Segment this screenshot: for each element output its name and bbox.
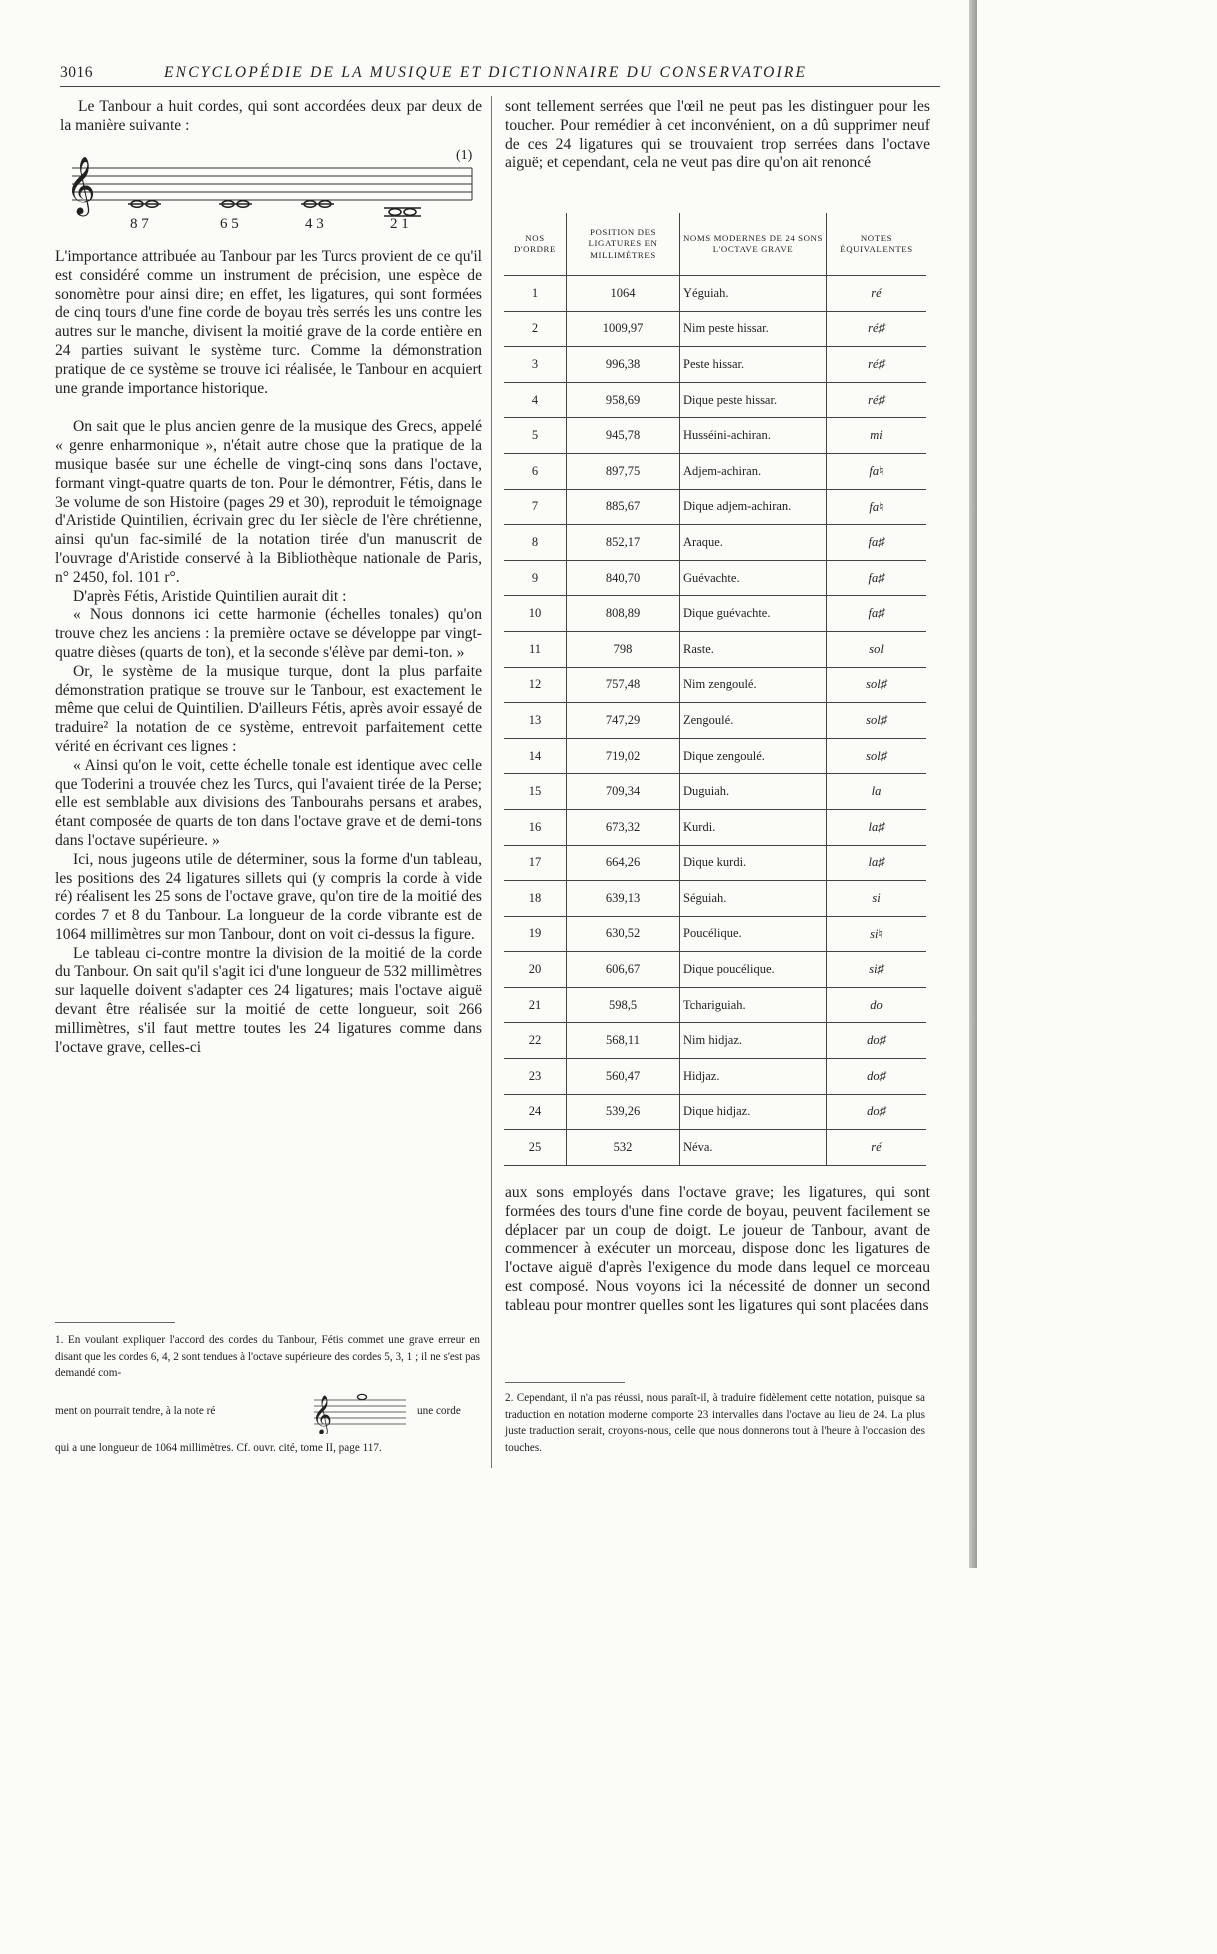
name-cell: Kurdi. bbox=[680, 809, 827, 845]
order-cell: 14 bbox=[504, 738, 567, 774]
order-cell: 19 bbox=[504, 916, 567, 952]
position-cell: 958,69 bbox=[567, 382, 680, 418]
left-column-body bbox=[55, 248, 482, 1057]
string-pair-label-8-7: 8 7 bbox=[130, 216, 149, 232]
paragraph-quintilien-quote: « Nous donnons ici cette harmonie (échelles tonales) qu'on trouve chez les anciens : la première octave se développe par vingt-quatre dièses (quarts de ton), et la seconde s'élève par demi-ton. » bbox=[55, 606, 482, 661]
position-cell: 630,52 bbox=[567, 916, 680, 952]
note-cell: si♯ bbox=[827, 952, 927, 988]
name-cell: Araque. bbox=[680, 525, 827, 561]
note-cell: ré bbox=[827, 276, 927, 312]
note-cell: fa♮ bbox=[827, 453, 927, 489]
name-cell: Nim hidjaz. bbox=[680, 1023, 827, 1059]
right-column-top bbox=[505, 98, 930, 173]
paragraph-turkish-system: Or, le système de la musique turque, dont la plus parfaite démonstration pratique se trouve sur le Tanbour, est exactement le même que celui de Quintilien. D'ailleurs Fétis, après avoir essayé de traduire² la notation de ce système, entrevoit parfaitement cette vérité en écrivant ces lignes : bbox=[55, 662, 482, 755]
name-cell: Raste. bbox=[680, 631, 827, 667]
footnote-1-text-c: une corde bbox=[417, 1404, 461, 1417]
order-cell: 15 bbox=[504, 774, 567, 810]
right-column-bottom bbox=[505, 1184, 930, 1316]
header-notes: NOTES ÉQUIVALENTES bbox=[827, 213, 927, 276]
table-row bbox=[504, 489, 926, 525]
paragraph-table-intro: Ici, nous jugeons utile de déterminer, sous la forme d'un tableau, les positions des 24 ligatures sillets qui (y compris la corde à vide ré) réalisent les 25 sons de l'octave grave, qu'on tire de la moitié des cordes 7 et 8 du Tanbour. La longueur de la corde vibrante est de 1064 millimètres sur mon Tanbour, dont on voit ci-dessus la figure. bbox=[55, 850, 482, 943]
table-row bbox=[504, 1059, 926, 1095]
order-cell: 11 bbox=[504, 631, 567, 667]
name-cell: Peste hissar. bbox=[680, 347, 827, 383]
name-cell: Séguiah. bbox=[680, 881, 827, 917]
tuning-staff-figure bbox=[60, 144, 482, 236]
header-names: NOMS MODERNES DE 24 SONS L'OCTAVE GRAVE bbox=[680, 213, 827, 276]
paragraph-division: Le tableau ci-contre montre la division de la moitié de la corde du Tanbour. On sait qu'il s'agit ici d'une longueur de 532 millimètres sur laquelle doivent s'adapter ces 24 ligatures; mais l'octave aiguë devant être réalisée sur la moitié de cette longueur, soit 266 millimètres, s'il faut mettre toutes les 24 ligatures comme dans l'octave grave, celles-ci bbox=[55, 944, 482, 1056]
position-cell: 808,89 bbox=[567, 596, 680, 632]
order-cell: 17 bbox=[504, 845, 567, 881]
table-row bbox=[504, 1023, 926, 1059]
order-cell: 22 bbox=[504, 1023, 567, 1059]
table-row bbox=[504, 311, 926, 347]
position-cell: 709,34 bbox=[567, 774, 680, 810]
footnote-1-text: 1. En voulant expliquer l'accord des cordes du Tanbour, Fétis commet une grave erreur en disant que les cordes 6, 4, 2 sont tendues à l'octave supérieure des cordes 5, 3, 1 ; il ne s'est pas demandé com- bbox=[55, 1334, 480, 1379]
name-cell: Dique poucélique. bbox=[680, 952, 827, 988]
order-cell: 24 bbox=[504, 1094, 567, 1130]
note-cell: mi bbox=[827, 418, 927, 454]
order-cell: 3 bbox=[504, 347, 567, 383]
note-cell: fa♯ bbox=[827, 525, 927, 561]
paragraph-greek-genre: On sait que le plus ancien genre de la musique des Grecs, appelé « genre enharmonique », n'était autre chose que la pratique de la musique basée sur une échelle de vingt-cinq sons dans l'octave, formant vingt-quatre quarts de ton. Pour le démontrer, Fétis, dans le 3e volume de son Histoire (pages 29 et 30), reproduit le témoignage d'Aristide Quintilien, écrivain grec du Ier siècle de l'ère chrétienne, ainsi qu'un fac-similé de la notation tirée d'un manuscrit de l'ouvrage d'Aristide conservé à la Bibliothèque nationale de Paris, n° 2450, fol. 101 r°. bbox=[55, 418, 482, 586]
page-number: 3016 bbox=[60, 64, 93, 81]
table-row bbox=[504, 916, 926, 952]
note-cell: do bbox=[827, 987, 927, 1023]
footnote-1-text-b: ment on pourrait tendre, à la note ré bbox=[55, 1404, 216, 1417]
name-cell: Tchariguiah. bbox=[680, 987, 827, 1023]
footnote-1 bbox=[55, 1332, 480, 1456]
footnote-2-text: 2. Cependant, il n'a pas réussi, nous paraît-il, à traduire fidèlement cette notation, puisque sa traduction en notation moderne comporte 23 intervalles dans l'octave au lieu de 24. La plus juste traduction serait, croyons-nous, celle que nous donnerons tout à l'heure à l'occasion des touches. bbox=[505, 1392, 925, 1454]
table-row bbox=[504, 276, 926, 312]
position-cell: 798 bbox=[567, 631, 680, 667]
table-row bbox=[504, 382, 926, 418]
note-cell: ré♯ bbox=[827, 311, 927, 347]
order-cell: 5 bbox=[504, 418, 567, 454]
order-cell: 10 bbox=[504, 596, 567, 632]
position-cell: 1009,97 bbox=[567, 311, 680, 347]
note-cell: si♮ bbox=[827, 916, 927, 952]
table-row bbox=[504, 560, 926, 596]
running-header bbox=[60, 64, 940, 86]
table-row bbox=[504, 845, 926, 881]
position-cell: 664,26 bbox=[567, 845, 680, 881]
page-edge bbox=[969, 0, 977, 1568]
table-row bbox=[504, 347, 926, 383]
note-cell: sol bbox=[827, 631, 927, 667]
position-cell: 840,70 bbox=[567, 560, 680, 596]
name-cell: Husséini-achiran. bbox=[680, 418, 827, 454]
table-row bbox=[504, 809, 926, 845]
paragraph-importance: L'importance attribuée au Tanbour par les Turcs provient de ce qu'il est considéré comme un instrument de précision, une espèce de sonomètre pour ainsi dire; en effet, les ligatures, qui sont formées de cinq tours d'une fine corde de boyau très serrés les uns contre les autres sur le manche, divisent la moitié grave de la corde entière en 24 parties suivant le système turc. Comme la démonstration pratique de ce système se trouve ici réalisée, le Tanbour en acquiert une grande importance historique. bbox=[55, 248, 482, 397]
order-cell: 12 bbox=[504, 667, 567, 703]
table-row bbox=[504, 418, 926, 454]
order-cell: 1 bbox=[504, 276, 567, 312]
position-cell: 1064 bbox=[567, 276, 680, 312]
position-cell: 747,29 bbox=[567, 703, 680, 739]
note-cell: do♯ bbox=[827, 1023, 927, 1059]
footnote-2 bbox=[505, 1390, 925, 1456]
figure-note-marker: (1) bbox=[456, 148, 473, 163]
position-cell: 757,48 bbox=[567, 667, 680, 703]
order-cell: 2 bbox=[504, 311, 567, 347]
table-row bbox=[504, 881, 926, 917]
note-cell: la bbox=[827, 774, 927, 810]
running-title: ENCYCLOPÉDIE DE LA MUSIQUE ET DICTIONNAIRE DU CONSERVATOIRE bbox=[164, 64, 808, 81]
order-cell: 6 bbox=[504, 453, 567, 489]
name-cell: Zengoulé. bbox=[680, 703, 827, 739]
paragraph-toderini-quote: « Ainsi qu'on le voit, cette échelle tonale est identique avec celle que Toderini a trouvée chez les Turcs, qui l'avaient tirée de la Perse; elle est semblable aux divisions des Tanbourahs persans et arabes, étant composée de quarts de ton dans l'octave grave et de demi-tons dans l'octave supérieure. » bbox=[55, 756, 482, 849]
name-cell: Dique adjem-achiran. bbox=[680, 489, 827, 525]
name-cell: Néva. bbox=[680, 1130, 827, 1166]
table-row bbox=[504, 774, 926, 810]
order-cell: 4 bbox=[504, 382, 567, 418]
name-cell: Adjem-achiran. bbox=[680, 453, 827, 489]
position-cell: 945,78 bbox=[567, 418, 680, 454]
footnote-rule-right bbox=[505, 1382, 625, 1383]
table-row bbox=[504, 596, 926, 632]
name-cell: Dique hidjaz. bbox=[680, 1094, 827, 1130]
column-divider bbox=[491, 96, 492, 1468]
note-cell: fa♯ bbox=[827, 560, 927, 596]
position-cell: 885,67 bbox=[567, 489, 680, 525]
note-cell: ré♯ bbox=[827, 382, 927, 418]
name-cell: Nim zengoulé. bbox=[680, 667, 827, 703]
footnote-rule-left bbox=[55, 1322, 175, 1323]
position-cell: 568,11 bbox=[567, 1023, 680, 1059]
order-cell: 25 bbox=[504, 1130, 567, 1166]
header-position: POSITION DES LIGATURES EN MILLIMÈTRES bbox=[567, 213, 680, 276]
note-cell: ré bbox=[827, 1130, 927, 1166]
name-cell: Nim peste hissar. bbox=[680, 311, 827, 347]
order-cell: 23 bbox=[504, 1059, 567, 1095]
position-cell: 897,75 bbox=[567, 453, 680, 489]
note-cell: sol♯ bbox=[827, 667, 927, 703]
position-cell: 996,38 bbox=[567, 347, 680, 383]
table-row bbox=[504, 987, 926, 1023]
paragraph-fetis-intro: D'après Fétis, Aristide Quintilien aurait dit : bbox=[73, 587, 347, 605]
position-cell: 532 bbox=[567, 1130, 680, 1166]
note-cell: do♯ bbox=[827, 1094, 927, 1130]
order-cell: 13 bbox=[504, 703, 567, 739]
position-cell: 606,67 bbox=[567, 952, 680, 988]
note-cell: la♯ bbox=[827, 809, 927, 845]
note-cell: sol♯ bbox=[827, 738, 927, 774]
table-row bbox=[504, 952, 926, 988]
order-cell: 16 bbox=[504, 809, 567, 845]
position-cell: 539,26 bbox=[567, 1094, 680, 1130]
table-header-row bbox=[504, 213, 926, 276]
paragraph-tuning-intro: Le Tanbour a huit cordes, qui sont accordées deux par deux de la manière suivante : bbox=[60, 98, 482, 134]
table-row bbox=[504, 703, 926, 739]
position-cell: 560,47 bbox=[567, 1059, 680, 1095]
paragraph-ligatures-tight: sont tellement serrées que l'œil ne peut pas les distinguer pour les toucher. Pour remédier à cet inconvénient, on a dû supprimer neuf de ces 24 ligatures qui se trouvaient trop serrées dans l'octave aiguë; et cependant, cela ne veut pas dire qu'on ait renoncé bbox=[505, 98, 930, 172]
position-cell: 598,5 bbox=[567, 987, 680, 1023]
table-row bbox=[504, 1094, 926, 1130]
ligature-table bbox=[504, 213, 926, 1166]
name-cell: Hidjaz. bbox=[680, 1059, 827, 1095]
order-cell: 9 bbox=[504, 560, 567, 596]
note-cell: la♯ bbox=[827, 845, 927, 881]
note-cell: do♯ bbox=[827, 1059, 927, 1095]
position-cell: 719,02 bbox=[567, 738, 680, 774]
table-row bbox=[504, 667, 926, 703]
table-row bbox=[504, 453, 926, 489]
order-cell: 8 bbox=[504, 525, 567, 561]
table-row bbox=[504, 738, 926, 774]
name-cell: Duguiah. bbox=[680, 774, 827, 810]
order-cell: 20 bbox=[504, 952, 567, 988]
paragraph-moving-ligatures: aux sons employés dans l'octave grave; les ligatures, qui sont formées des tours d'une fine corde de boyau, peuvent facilement se déplacer par un coup de doigt. Le joueur de Tanbour, avant de commencer à exécuter un morceau, dispose donc les ligatures de l'octave aiguë d'après l'exigence du mode dans lequel ce morceau est composé. Nous voyons ici la nécessité de donner un second tableau pour montrer quelles sont les ligatures qui sont placées dans bbox=[505, 1184, 930, 1314]
left-column-top bbox=[60, 98, 482, 136]
footnote-staff-figure bbox=[310, 1390, 410, 1434]
order-cell: 7 bbox=[504, 489, 567, 525]
name-cell: Dique guévachte. bbox=[680, 596, 827, 632]
header-rule bbox=[60, 86, 940, 87]
string-pair-label-2-1: 2 1 bbox=[390, 216, 409, 232]
string-pair-label-6-5: 6 5 bbox=[220, 216, 239, 232]
table-row bbox=[504, 631, 926, 667]
name-cell: Poucélique. bbox=[680, 916, 827, 952]
name-cell: Guévachte. bbox=[680, 560, 827, 596]
header-order: NOS D'ORDRE bbox=[504, 213, 567, 276]
name-cell: Dique kurdi. bbox=[680, 845, 827, 881]
svg-text:𝄞: 𝄞 bbox=[66, 156, 96, 214]
footnote-1-text-d: qui a une longueur de 1064 millimètres. Cf. ouvr. cité, tome II, page 117. bbox=[55, 1441, 382, 1454]
svg-text:𝄞: 𝄞 bbox=[312, 1394, 333, 1434]
order-cell: 21 bbox=[504, 987, 567, 1023]
table-row bbox=[504, 525, 926, 561]
position-cell: 852,17 bbox=[567, 525, 680, 561]
note-cell: fa♮ bbox=[827, 489, 927, 525]
string-pair-label-4-3: 4 3 bbox=[305, 216, 324, 232]
note-cell: fa♯ bbox=[827, 596, 927, 632]
note-cell: sol♯ bbox=[827, 703, 927, 739]
name-cell: Dique peste hissar. bbox=[680, 382, 827, 418]
order-cell: 18 bbox=[504, 881, 567, 917]
note-cell: ré♯ bbox=[827, 347, 927, 383]
footnote-1-staff-line bbox=[55, 1388, 480, 1434]
name-cell: Dique zengoulé. bbox=[680, 738, 827, 774]
position-cell: 673,32 bbox=[567, 809, 680, 845]
name-cell: Yéguiah. bbox=[680, 276, 827, 312]
table-row bbox=[504, 1130, 926, 1166]
position-cell: 639,13 bbox=[567, 881, 680, 917]
note-cell: si bbox=[827, 881, 927, 917]
